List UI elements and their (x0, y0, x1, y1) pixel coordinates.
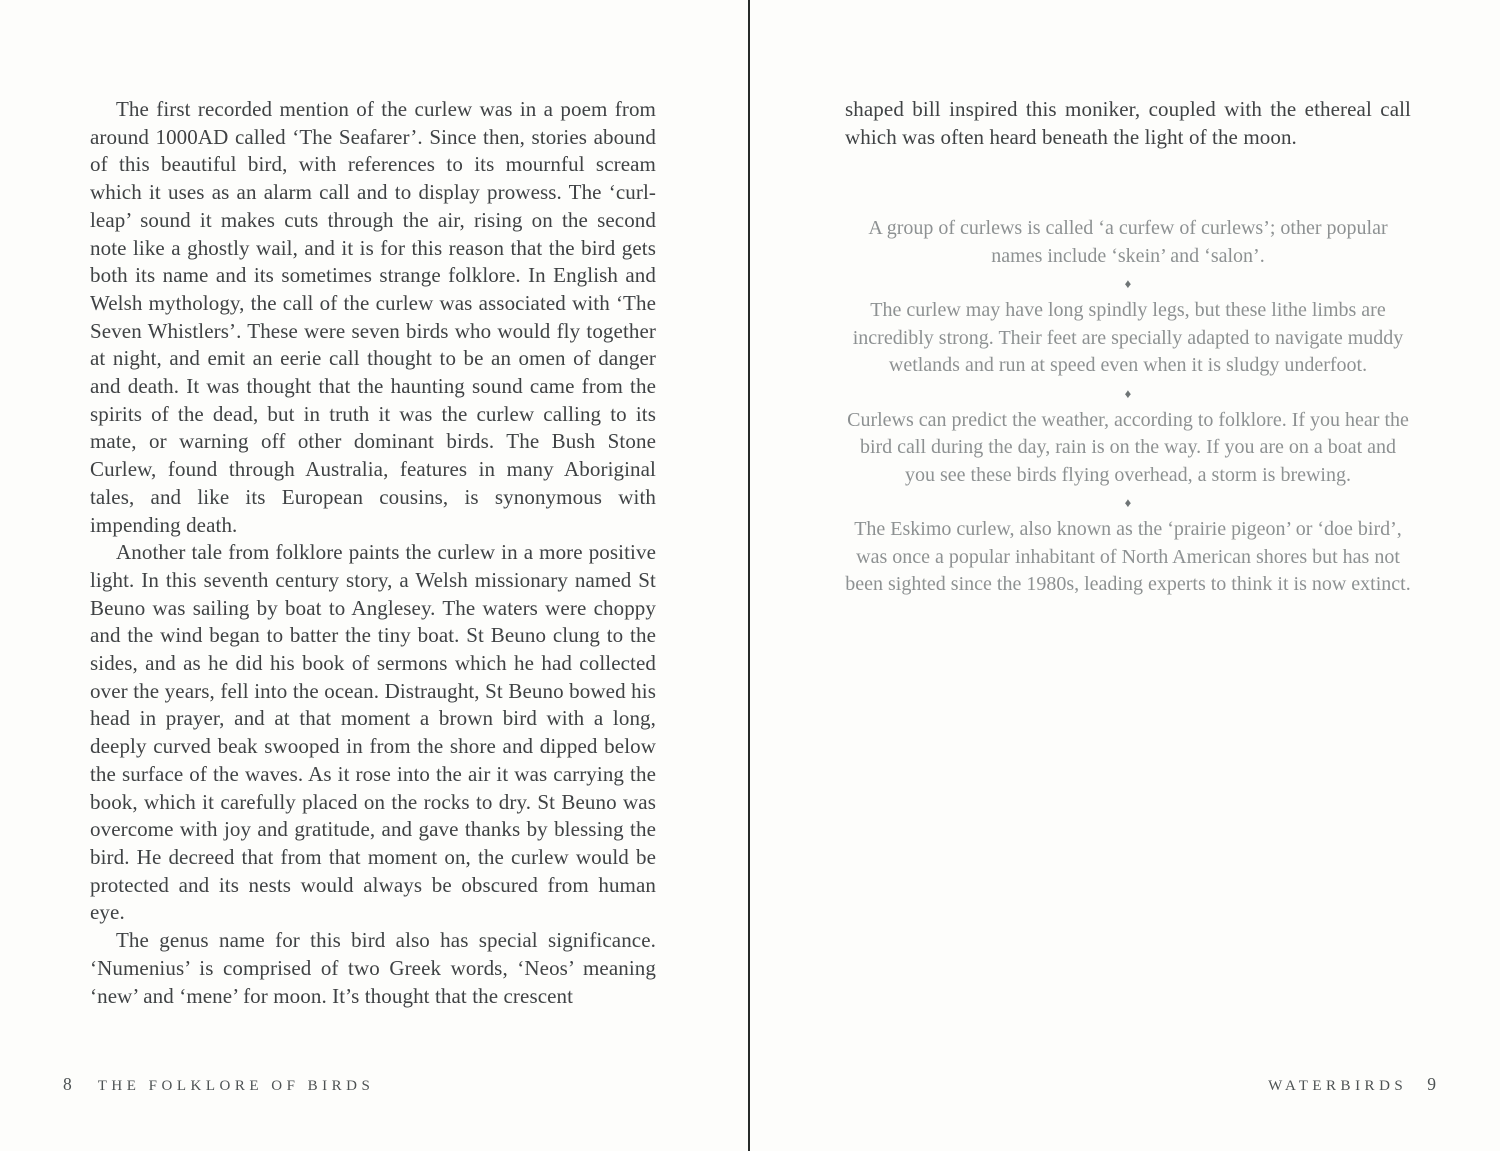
right-page-body (845, 96, 1411, 599)
body-paragraph: Another tale from folklore paints the curlew in a more positive light. In this seventh century story, a Welsh missionary named St Beuno was sailing by boat to Anglesey. The waters were choppy and the wind began to batter the tiny boat. St Beuno clung to the sides, and as he did his book of sermons which he had collected over the years, fell into the ocean. Distraught, St Beuno bowed his head in prayer, and at that moment a brown bird with a long, deeply curved beak swooped in from the shore and dipped below the surface of the waves. As it rose into the air it was carrying the book, which it carefully placed on the rocks to dry. St Beuno was overcome with joy and gratitude, and gave thanks by blessing the bird. He decreed that from that moment on, the curlew would be protected and its nests would always be obscured from human eye. (90, 540, 656, 925)
fact-text: Curlews can predict the weather, according to folklore. If you hear the bird call during the day, rain is on the way. If you are on a boat and you see these birds flying overhead, a storm is brewing. (847, 408, 1409, 486)
left-page-body (90, 96, 656, 1010)
fact-text: The Eskimo curlew, also known as the ‘prairie pigeon’ or ‘doe bird’, was once a popular inhabitant of North American shores but has not been sighted since the 1980s, leading experts to think it is now extinct. (845, 518, 1411, 596)
fact-text: The curlew may have long spindly legs, but these lithe limbs are incredibly strong. Their feet are specially adapted to navigate muddy wetlands and run at speed even when it is sludgy underfoot. (852, 299, 1404, 377)
fact-item (845, 270, 1411, 380)
page-gutter-divider (748, 0, 750, 1151)
fact-item (845, 380, 1411, 490)
facts-list (845, 215, 1411, 599)
diamond-separator-icon: ♦ (1124, 385, 1132, 401)
body-paragraph: The first recorded mention of the curlew was in a poem from around 1000AD called ‘The Seafarer’. Since then, stories abound of this beautiful bird, with references to its mournful scream which it uses as an alarm call and to display prowess. The ‘curl-leap’ sound it makes cuts through the air, rising on the second note like a ghostly wail, and it is for this reason that the bird gets both its name and its sometimes strange folklore. In English and Welsh mythology, the call of the curlew was associated with ‘The Seven Whistlers’. These were seven birds who would fly together at night, and emit an eerie call thought to be an omen of danger and death. It was thought that the haunting sound came from the spirits of the dead, but in truth it was the curlew calling to its mate, or warning off other dominant birds. The Bush Stone Curlew, found through Australia, features in many Aboriginal tales, and like its European cousins, is synonymous with impending death. (90, 97, 656, 537)
left-page-footer (63, 1074, 374, 1095)
chapter-running-head: WATERBIRDS (1268, 1078, 1408, 1094)
continuation-paragraph: shaped bill inspired this moniker, coupled with the ethereal call which was often heard beneath the light of the moon. (845, 97, 1411, 149)
page-number-right: 9 (1427, 1074, 1436, 1094)
diamond-separator-icon: ♦ (1124, 495, 1132, 511)
book-title-running-head: THE FOLKLORE OF BIRDS (97, 1078, 375, 1094)
diamond-separator-icon: ♦ (1124, 276, 1132, 292)
fact-text: A group of curlews is called ‘a curfew of curlews’; other popular names include ‘skein’ and ‘salon’. (868, 217, 1388, 267)
right-page-footer (1268, 1074, 1436, 1095)
body-paragraph: The genus name for this bird also has special significance. ‘Numenius’ is comprised of two Greek words, ‘Neos’ meaning ‘new’ and ‘mene’ for moon. It’s thought that the crescent (90, 928, 656, 1008)
page-number-left: 8 (63, 1074, 72, 1094)
fact-item (845, 489, 1411, 599)
fact-item (845, 215, 1411, 270)
